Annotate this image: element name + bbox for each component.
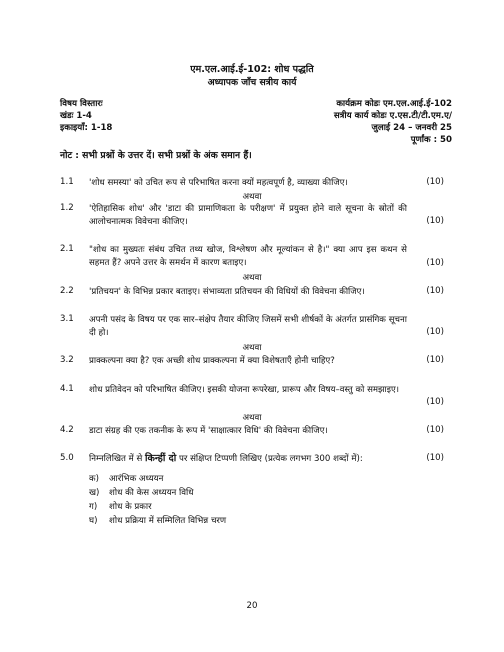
or-separator: अथवा [242,413,262,423]
question-marks: (10) [426,425,444,435]
question-text: शोध प्रतिवेदन को परिभाषित कीजिए। इसकी योजना रूपरेखा, प्रारूप और विषय–वस्तु को समझाइए। [89,385,399,395]
or-separator: अथवा [242,273,262,283]
meta-assignment-code: सत्रीय कार्य कोडः ए.एस.टी/टी.एम.ए/ [333,111,452,121]
question-text [89,453,419,466]
question-text: 'शोध समस्या' को उचित रूप से परिभाषित करना क्यों महत्वपूर्ण है, व्याख्या कीजिए। [89,178,348,188]
question-text: "शोध का मुख्यतः संबंध उचित तथ्य खोज, विश्लेषण और मूल्यांकन से है।" क्या आप इस कथन से सहमत हैं? अपने उत्तर के समर्थन में कारण बताइए। [89,245,407,268]
list-item-key: घ) [89,516,98,526]
page-title: एम.एल.आई.ई-102: शोध पद्धति [190,64,314,75]
list-item [89,514,226,526]
question-text: प्राक्कल्पना क्या है? एक अच्छी शोध प्राक्कल्पना में क्या विशेषताएँ होनी चाहिए? [89,356,335,366]
page-number: 20 [246,601,258,611]
question-number: 3.2 [60,355,74,365]
list-item-text: शोध प्रक्रिया में सम्मिलित विभिन्न चरण [109,516,227,526]
or-separator: अथवा [242,192,262,202]
meta-blocks: खंडः 1-4 [60,111,92,121]
question-text: अपनी पसंद के विषय पर एक सार–संक्षेप तैयार कीजिए जिसमें सभी शीर्षकों के अंतर्गत प्रासंगिक सूचना दी हो। [89,315,407,338]
question-number: 1.2 [60,203,74,213]
page-subtitle: अध्यापक जाँच सत्रीय कार्य [207,77,297,88]
q5-text-after: पर संक्षिप्त टिप्पणी लिखिए (प्रत्येक लगभग 300 शब्दों में): [178,454,363,464]
meta-subject: विषय विस्तारः [60,99,103,109]
question-number: 1.1 [60,177,74,187]
question-number: 5.0 [60,453,74,463]
meta-programme-code: कार्यक्रम कोडः एम.एल.आई.ई-102 [336,99,452,109]
question-text: डाटा संग्रह की एक तकनीक के रूप में 'साक्षात्कार विधि' की विवेचना कीजिए। [89,426,328,436]
question-marks: (10) [426,453,444,463]
list-item-text: शोध के प्रकार [109,502,152,512]
meta-units: इकाइयाँ: 1-18 [60,123,113,133]
q5-text-bold: किन्हीं दो [145,453,177,464]
instruction-note: नोट : सभी प्रश्नों के उत्तर दें। सभी प्रश्नों के अंक समान हैं। [60,150,252,161]
list-item-text: शोध की केस अध्ययन विधि [109,488,194,498]
question-number: 2.1 [60,244,74,254]
meta-session: जुलाई 24 – जनवरी 25 [371,123,452,133]
question-text: 'प्रतिचयन' के विभिन्न प्रकार बताइए। संभाव्यता प्रतिचयन की विधियों की विवेचना कीजिए। [89,287,365,297]
question-text: 'ऐतिहासिक शोध' और 'डाटा की प्रामाणिकता के परीक्षण' में प्रयुक्त होने वाले सूचना के स्रोतों की आलोचनात्मक विवेचना कीजिए। [89,204,407,227]
question-number: 2.2 [60,286,74,296]
question-number: 4.2 [60,425,74,435]
question-marks: (10) [426,177,444,187]
question-marks: (10) [426,286,444,296]
question-marks: (10) [426,397,444,407]
question-marks: (10) [426,258,444,268]
list-item-key: ख) [89,488,100,498]
question-marks: (10) [426,355,444,365]
list-item [89,486,194,498]
question-marks: (10) [426,327,444,337]
list-item-key: ग) [89,502,98,512]
list-item [89,472,163,484]
question-number: 3.1 [60,314,74,324]
list-item [89,500,152,512]
list-item-text: आरंभिक अध्ययन [109,474,164,484]
list-item-key: क) [89,474,99,484]
meta-max-marks: पूर्णांक : 50 [410,135,452,145]
q5-text-before: निम्नलिखित में से [89,454,143,464]
or-separator: अथवा [242,343,262,353]
question-marks: (10) [426,216,444,226]
question-number: 4.1 [60,384,74,394]
